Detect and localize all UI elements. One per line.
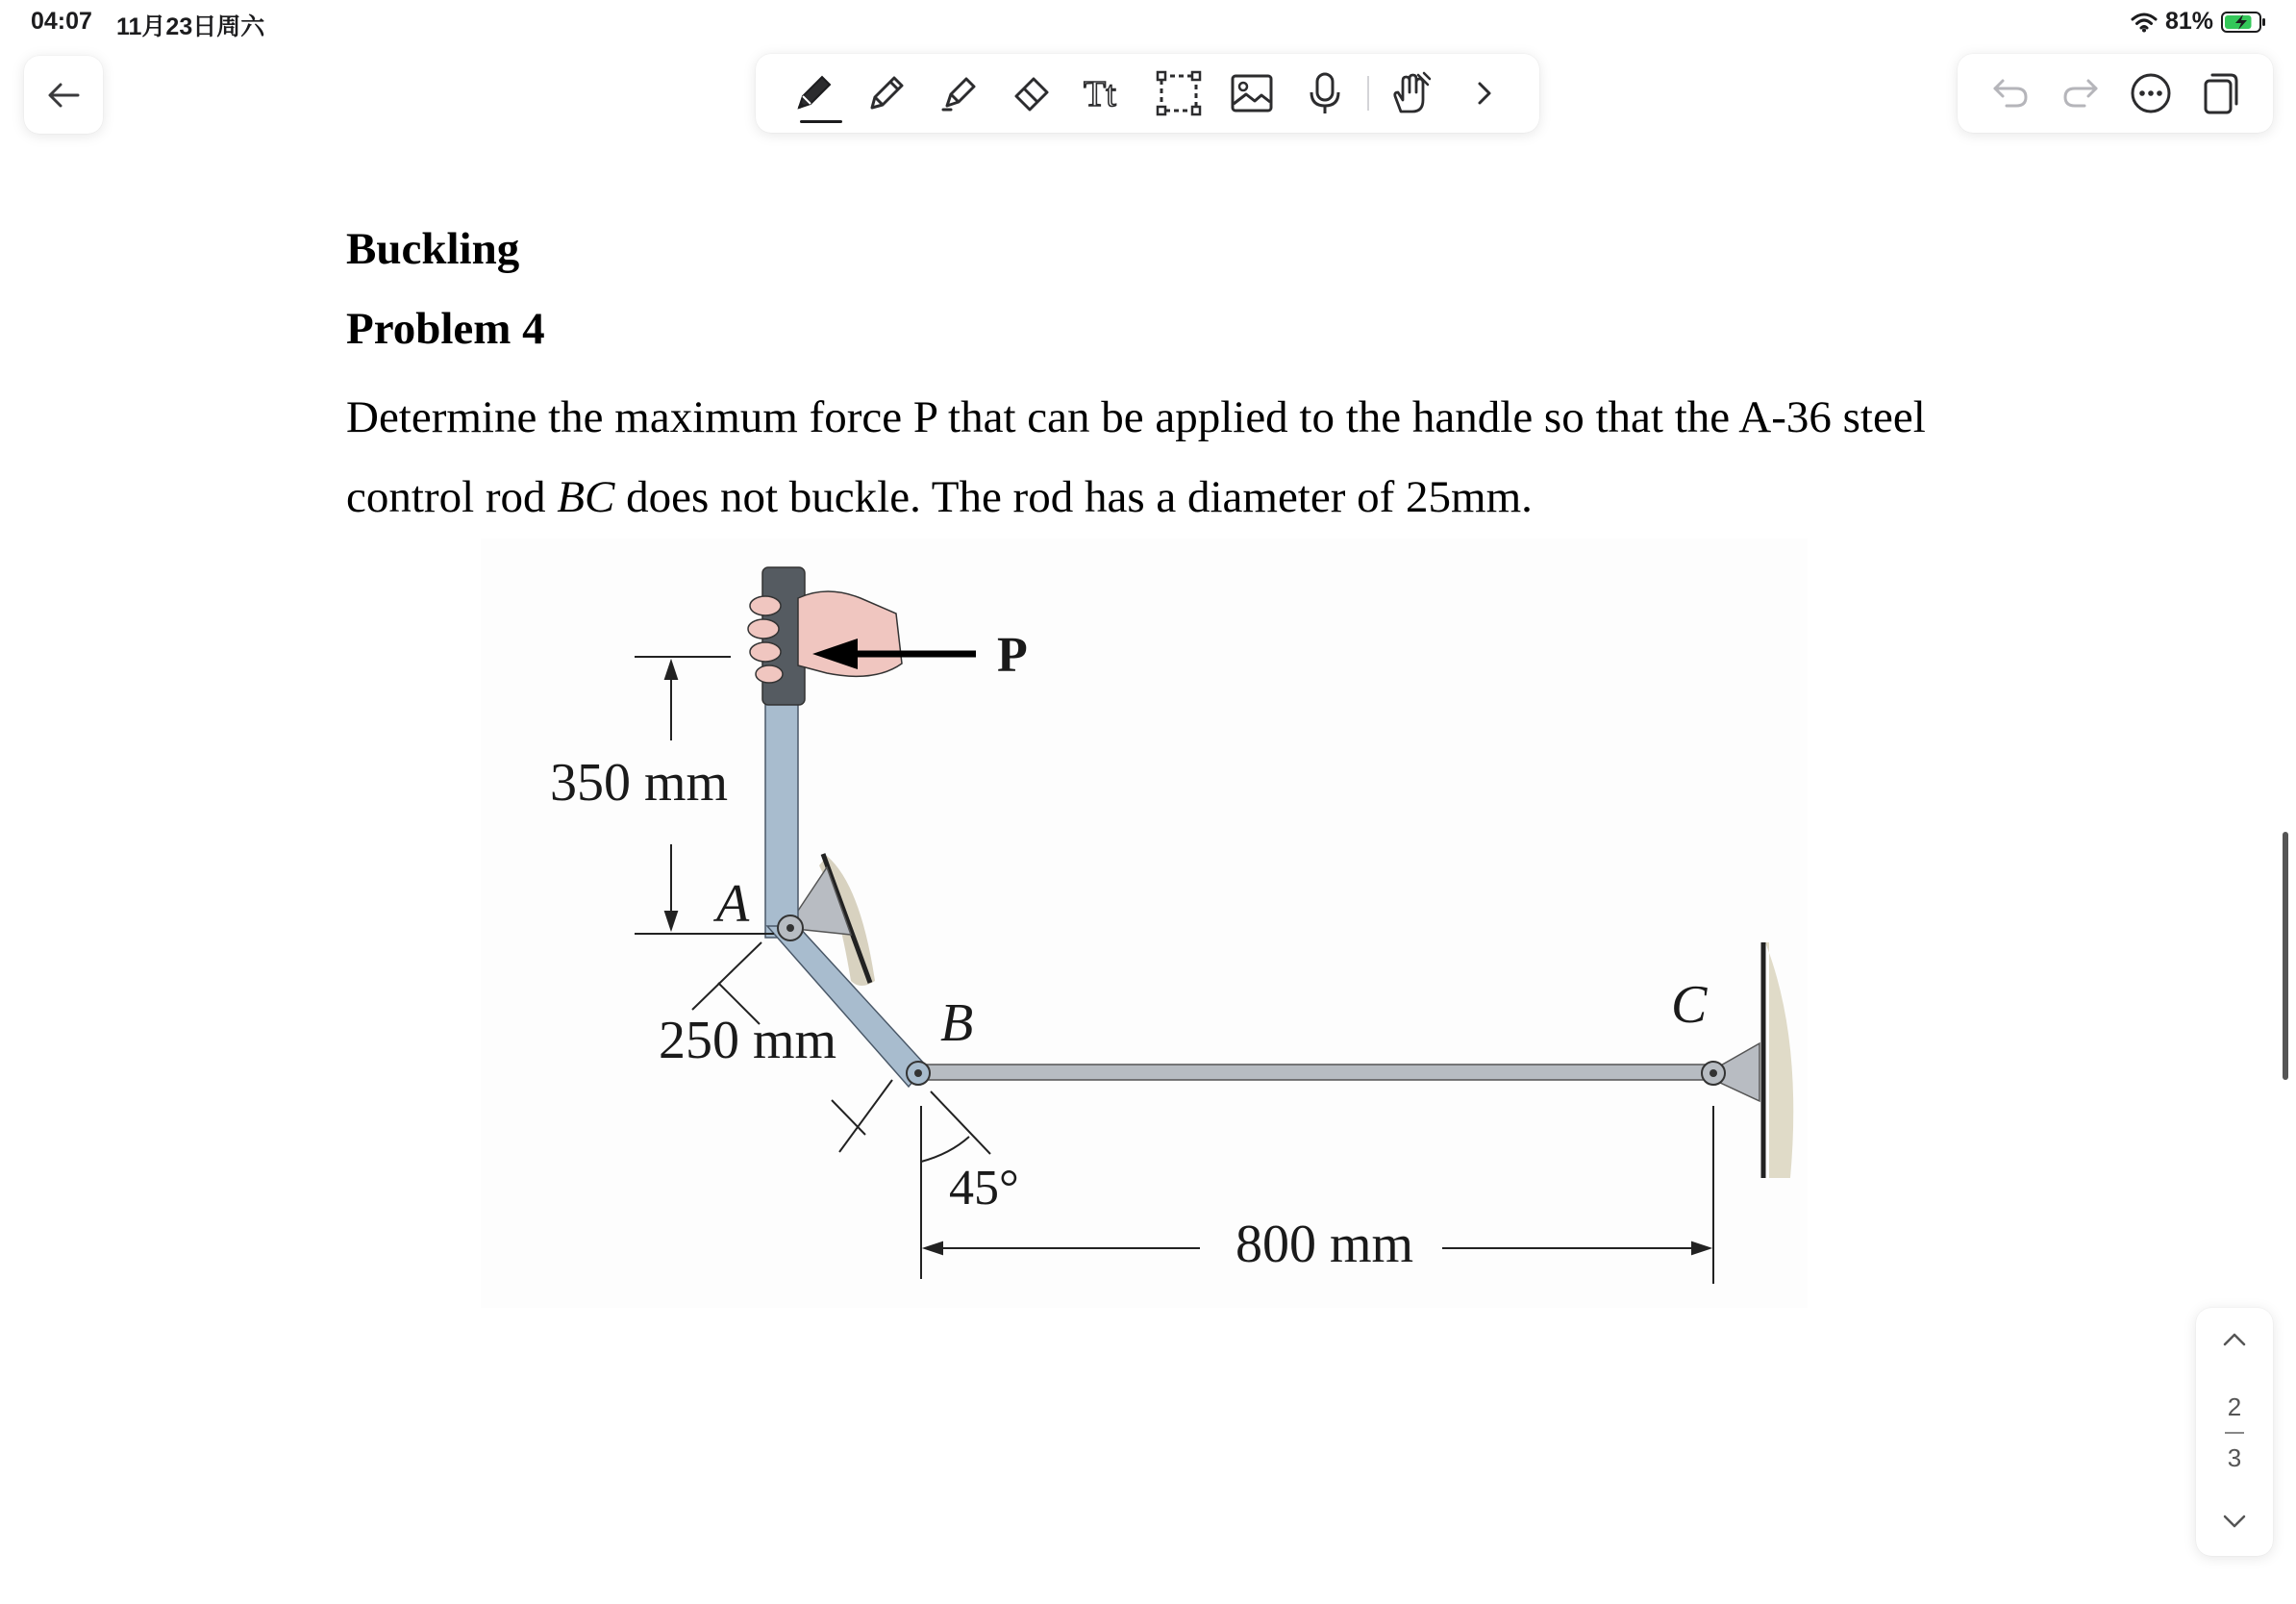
- current-page: 2: [2227, 1392, 2242, 1421]
- problem-heading: Problem 4: [346, 304, 545, 354]
- image-tool-button[interactable]: [1215, 54, 1288, 133]
- back-button[interactable]: [24, 56, 103, 134]
- status-bar: [0, 0, 2296, 44]
- status-indicators: [2131, 8, 2267, 36]
- microphone-icon: [1306, 71, 1344, 115]
- scrollbar[interactable]: [2283, 832, 2288, 1080]
- text-tool-button[interactable]: [1069, 54, 1142, 133]
- pages-button[interactable]: [2192, 64, 2250, 122]
- wall-support-c: [1704, 942, 1793, 1178]
- total-pages: 3: [2227, 1443, 2242, 1472]
- page-separator: [2225, 1432, 2244, 1434]
- status-time: 04:07: [31, 8, 92, 35]
- more-options-button[interactable]: [2122, 64, 2180, 122]
- mechanism-diagram: [481, 539, 1808, 1308]
- chevron-up-icon: [2220, 1329, 2249, 1348]
- problem-line-2: [346, 458, 1981, 538]
- voice-tool-button[interactable]: [1288, 54, 1361, 133]
- highlighter-tool-button[interactable]: [923, 54, 996, 133]
- pen-icon: [791, 71, 836, 115]
- pencil-icon: [864, 71, 909, 115]
- page-up-button[interactable]: [2220, 1329, 2249, 1353]
- drawing-toolbar: [756, 54, 1539, 133]
- status-date: 11月23日周六: [116, 13, 265, 40]
- eraser-tool-button[interactable]: [996, 54, 1069, 133]
- hand-icon: [748, 591, 902, 683]
- eraser-icon: [1011, 71, 1055, 115]
- pages-icon: [2202, 71, 2240, 115]
- back-arrow-icon: [46, 81, 81, 110]
- chevron-right-icon: [1473, 79, 1496, 108]
- force-label: P: [997, 628, 1028, 683]
- redo-icon: [2061, 77, 2100, 110]
- document-actions: [1958, 54, 2273, 133]
- wifi-icon: [2131, 12, 2158, 33]
- redo-button[interactable]: [2052, 64, 2109, 122]
- page-navigator: [2196, 1308, 2273, 1556]
- dim-diagonal-label: 250 mm: [659, 1011, 837, 1070]
- point-b-label: B: [940, 993, 974, 1053]
- battery-charging-icon: [2221, 11, 2267, 34]
- touch-tool-button[interactable]: [1375, 54, 1448, 133]
- problem-line-1: Determine the maximum force P that can be applied to the handle so that the A-36 steel: [346, 392, 1926, 442]
- image-icon: [1230, 71, 1274, 115]
- more-tools-button[interactable]: [1448, 54, 1521, 133]
- point-c-label: C: [1671, 975, 1708, 1035]
- problem-line-2-end: does not buckle. The rod has a diameter of 25mm.: [614, 472, 1533, 522]
- pencil-tool-button[interactable]: [850, 54, 923, 133]
- point-a-label: A: [716, 874, 750, 934]
- more-options-icon: [2129, 71, 2173, 115]
- undo-icon: [1991, 77, 2030, 110]
- chevron-down-icon: [2220, 1513, 2249, 1532]
- problem-statement: [346, 378, 1981, 538]
- highlighter-icon: [937, 71, 982, 115]
- toolbar-divider: [1367, 76, 1369, 111]
- text-tool-icon: [1082, 71, 1130, 115]
- text-tool-label: Tt: [1084, 74, 1116, 114]
- rod-bc-label: BC: [557, 472, 615, 522]
- handle-upper: [765, 692, 798, 938]
- dim-horizontal-label: 800 mm: [1235, 1215, 1414, 1274]
- page-down-button[interactable]: [2220, 1513, 2249, 1537]
- rod-bc: [918, 1065, 1707, 1080]
- lasso-tool-button[interactable]: [1142, 54, 1215, 133]
- angle-label: 45°: [949, 1161, 1019, 1216]
- undo-button[interactable]: [1982, 64, 2039, 122]
- pen-tool-button[interactable]: [777, 54, 850, 133]
- problem-line-2-start: control rod: [346, 472, 558, 522]
- lasso-select-icon: [1156, 70, 1202, 116]
- problem-figure: [481, 539, 1808, 1308]
- page-title: Buckling: [346, 224, 520, 274]
- dim-vertical-label: 350 mm: [550, 753, 729, 813]
- hand-touch-icon: [1389, 71, 1434, 115]
- battery-percent: 81%: [2164, 8, 2213, 35]
